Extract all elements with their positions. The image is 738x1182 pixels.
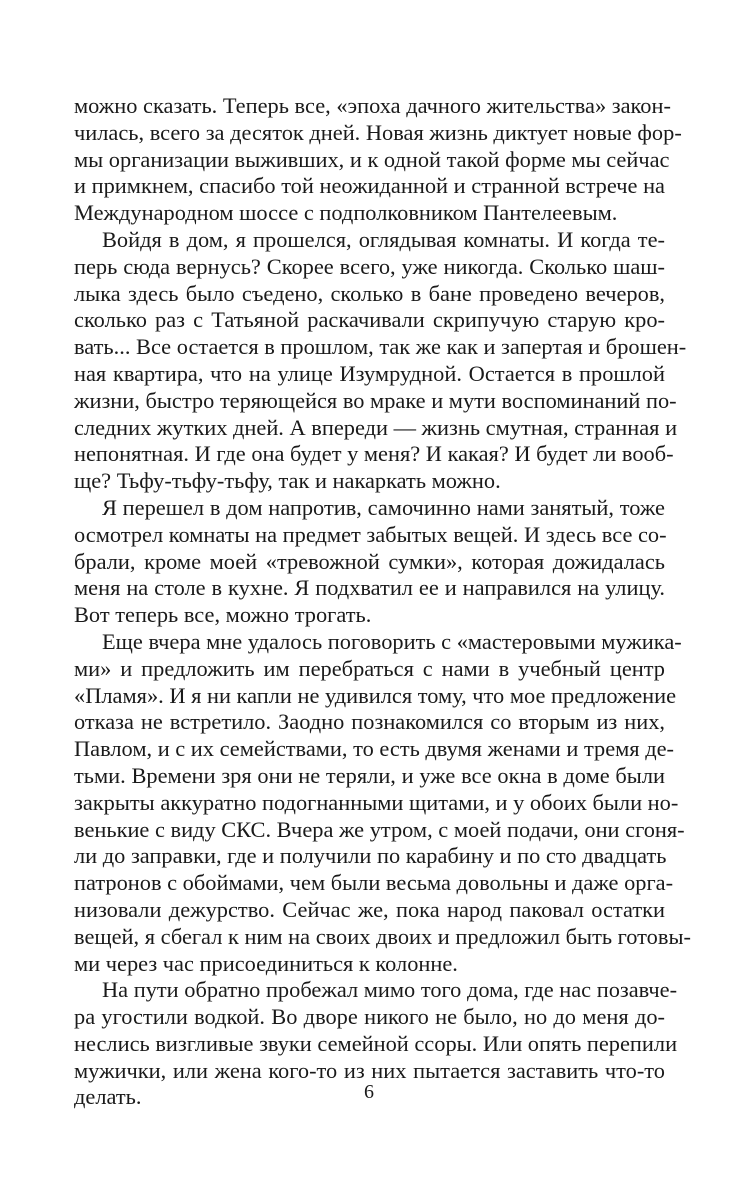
text-line: осмотрел комнаты на предмет забытых вещей. И здесь все со- [74,521,667,547]
text-line: Я перешел в дом напротив, самочинно нами занятый, тоже [102,494,665,520]
text-line: делать. [74,1084,142,1110]
text-line: патронов с обоймами, чем были весьма довольны и даже орга- [74,870,674,896]
text-line: ще? Тьфу-тьфу-тьфу, так и накаркать можно. [74,468,501,494]
text-line: венькие с виду СКС. Вчера же утром, с моей подачи, они сгоня- [74,816,685,842]
text-line: меня на столе в кухне. Я подхватил ее и направился на улицу. [74,575,665,601]
text-line: и примкнем, спасибо той неожиданной и странной встрече на [74,173,665,199]
text-line: вать... Все остается в прошлом, так же как и запертая и брошен- [74,334,687,360]
text-line: Войдя в дом, я прошелся, оглядывая комнаты. И когда те- [102,226,665,252]
text-line: перь сюда вернусь? Скорее всего, уже никогда. Сколько шаш- [74,253,665,279]
paragraph [74,93,682,227]
text-line: ная квартира, что на улице Изумрудной. Остается в прошлой [74,360,665,386]
text-line: тьми. Времени зря они не теряли, и уже все окна в доме были [74,762,665,788]
text-line: отказа не встретило. Заодно познакомился со вторым из них, [74,709,665,735]
text-line: «Пламя». И я ни капли не удивился тому, что мое предложение [74,682,677,708]
text-line: непонятная. И где она будет у меня? И какая? И будет ли вооб- [74,441,674,467]
text-line: ра угостили водкой. Во дворе никого не было, но до меня до- [74,1004,665,1030]
text-line: Павлом, и с их семействами, то есть двумя женами и тремя де- [74,736,674,762]
text-line: можно сказать. Теперь все, «эпоха дачного жительства» закон- [74,93,671,118]
text-line: ми через час присоединиться к колонне. [74,950,458,976]
text-line: ми» и предложить им перебраться с нами в учебный центр [74,655,665,681]
text-line: ли до заправки, где и получили по карабину и по сто двадцать [74,843,667,869]
page-number: 6 [364,1081,374,1103]
text-line: жизни, быстро теряющейся во мраке и мути воспоминаний по- [74,387,677,413]
text-line: низовали дежурство. Сейчас же, пока народ паковал остатки [74,896,665,922]
text-line: мы организации выживших, и к одной такой форме мы сейчас [74,146,670,172]
paragraph [74,495,665,629]
text-line: следних жутких дней. А впереди — жизнь смутная, странная и [74,414,678,440]
text-line: вещей, я сбегал к ним на своих двоих и предложил быть готовы- [74,923,691,949]
text-line: Еще вчера мне удалось поговорить с «мастеровыми мужика- [102,628,682,654]
text-line: чилась, всего за десяток дней. Новая жизнь диктует новые фор- [74,119,682,145]
text-line: брали, кроме моей «тревожной сумки», которая дожидалась [74,548,665,574]
text-line: сколько раз с Татьяной раскачивали скрипучую старую кро- [74,307,665,333]
page-body [74,93,691,1111]
paragraph [74,628,691,977]
text-line: Вот теперь все, можно трогать. [74,602,372,628]
text-line: мужички, или жена кого-то из них пытается заставить что-то [74,1057,665,1083]
text-line: неслись визгливые звуки семейной ссоры. Или опять перепили [74,1030,678,1056]
text-line: лыка здесь было съедено, сколько в бане проведено вечеров, [74,280,665,306]
text-line: На пути обратно пробежал мимо того дома, где нас позавче- [102,977,678,1003]
text-line: Международном шоссе с подполковником Пантелеевым. [74,200,618,226]
paragraph [74,226,687,495]
text-line: закрыты аккуратно подогнанными щитами, и у обоих были но- [74,789,679,815]
